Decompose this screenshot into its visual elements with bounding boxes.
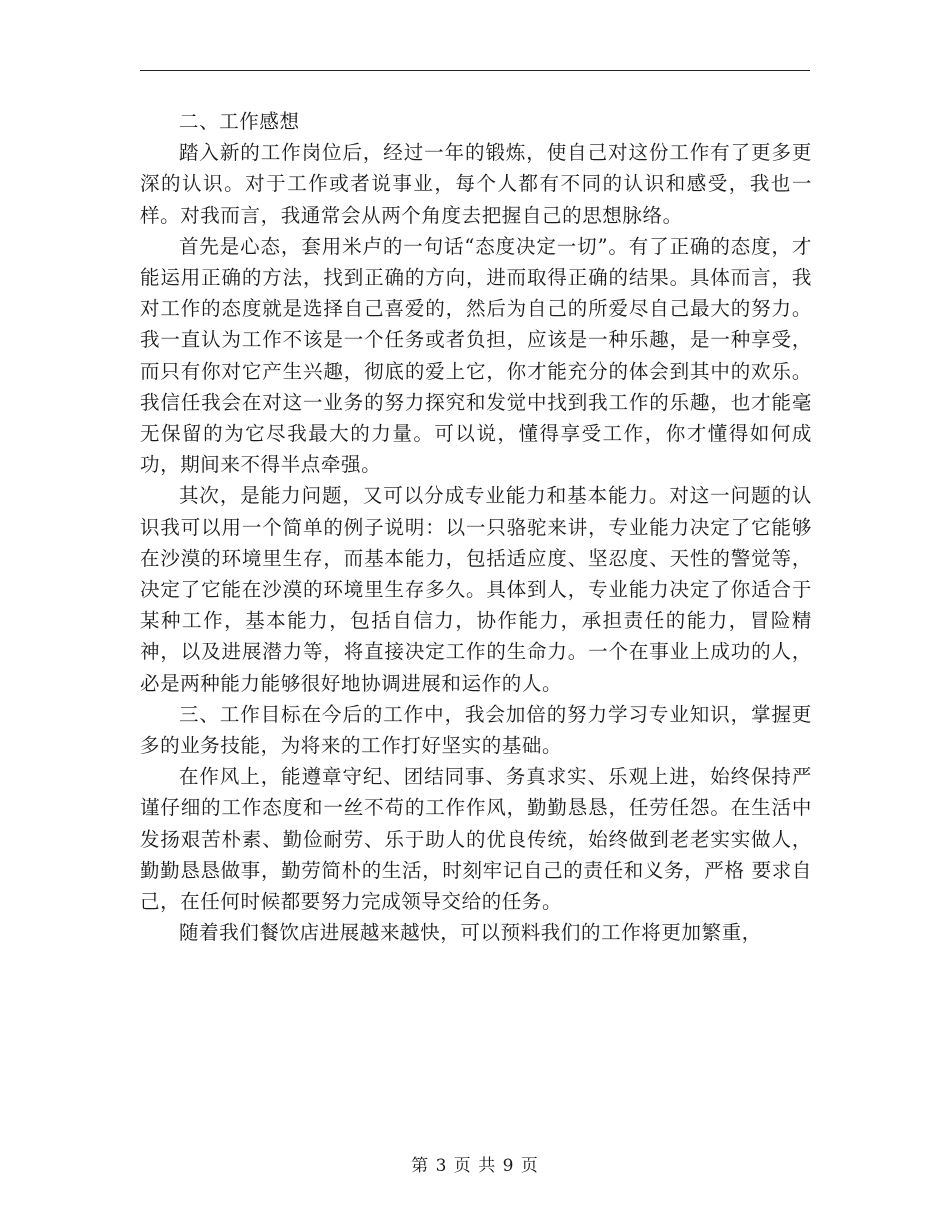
paragraph-intro: 踏入新的工作岗位后，经过一年的锻炼，使自己对这份工作有了更多更深的认识。对于工作或者说事业，每个人都有不同的认识和感受，我也一样。对我而言，我通常会从两个角度去把握自己的思想脉络。 (140, 141, 812, 227)
paragraph-attitude: 首先是心态，套用米卢的一句话“态度决定一切”。有了正确的态度，才能运用正确的方法，找到正确的方向，进而取得正确的结果。具体而言，我对工作的态度就是选择自己喜爱的，然后为自己的所爱尽自己最大的努力。我一直认为工作不该是一个任务或者负担，应该是一种乐趣，是一种享受，而只有你对它产生兴趣，彻底的爱上它，你才能充分的体会到其中的欢乐。我信任我会在对这一业务的努力探究和发觉中找到我工作的乐趣，也才能毫无保留的为它尽我最大的力量。可以说，懂得享受工作，你才懂得如何成功，期间来不得半点牵强。 (140, 234, 812, 477)
document-body (140, 106, 812, 948)
paragraph-work-style: 在作风上，能遵章守纪、团结同事、务真求实、乐观上进，始终保持严谨仔细的工作态度和一丝不苟的工作作风，勤勤恳恳，任劳任怨。在生活中发扬艰苦朴素、勤俭耐劳、乐于助人的优良传统，始终做到老老实实做人，勤勤恳恳做事，勤劳简朴的生活，时刻牢记自己的责任和义务，严格 要求自己，在任何时候都要努力完成领导交给的任务。 (140, 765, 812, 914)
section-heading-work-thoughts: 二、工作感想 (179, 110, 300, 133)
paragraph-ability: 其次，是能力问题，又可以分成专业能力和基本能力。对这一问题的认识我可以用一个简单的例子说明：以一只骆驼来讲，专业能力决定了它能够在沙漠的环境里生存，而基本能力，包括适应度、坚忍度、天性的警觉等，决定了它能在沙漠的环境里生存多久。具体到人，专业能力决定了你适合于某种工作，基本能力，包括自信力，协作能力，承担责任的能力，冒险精神，以及进展潜力等，将直接决定工作的生命力。一个在事业上成功的人，必是两种能力能够很好地协调进展和运作的人。 (140, 484, 812, 695)
header-rule (140, 70, 810, 71)
page-number-footer: 第 3 页 共 9 页 (411, 1156, 539, 1176)
paragraph-outlook: 随着我们餐饮店进展越来越快，可以预料我们的工作将更加繁重， (179, 921, 762, 945)
paragraph-work-goals: 三、工作目标在今后的工作中，我会加倍的努力学习专业知识，掌握更多的业务技能，为将来的工作打好坚实的基础。 (140, 702, 812, 758)
